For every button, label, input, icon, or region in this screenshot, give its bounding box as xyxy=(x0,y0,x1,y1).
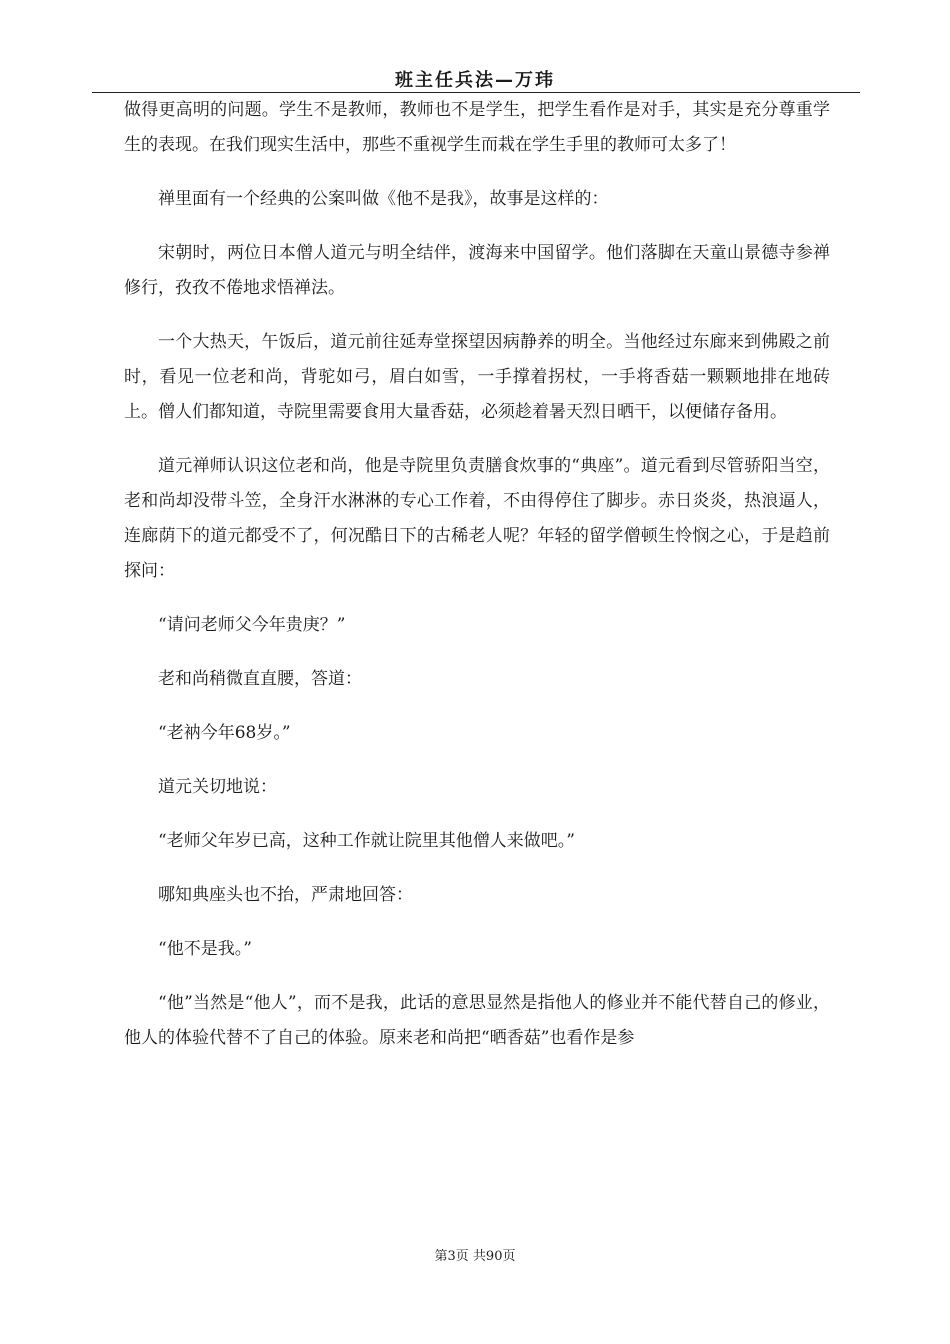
paragraph: “老衲今年68岁。” xyxy=(158,723,291,743)
paragraph: 宋朝时，两位日本僧人道元与明全结伴，渡海来中国留学。他们落脚在天童山景德寺参禅修行，孜孜不倦地求悟禅法。 xyxy=(124,243,830,298)
paragraph: 道元关切地说： xyxy=(158,777,277,797)
paragraph: “他”当然是“他人”，而不是我，此话的意思显然是指他人的修业并不能代替自己的修业，他人的体验代替不了自己的体验。原来老和尚把“晒香菇”也看作是参 xyxy=(124,993,830,1048)
document-body xyxy=(124,93,830,1075)
page-header-title: 班主任兵法—万玮 xyxy=(395,70,555,91)
paragraph: 禅里面有一个经典的公案叫做《他不是我》，故事是这样的： xyxy=(158,189,609,209)
paragraph: 做得更高明的问题。学生不是教师，教师也不是学生，把学生看作是对手，其实是充分尊重学生的表现。在我们现实生活中，那些不重视学生而栽在学生手里的教师可太多了！ xyxy=(124,100,830,155)
paragraph: “请问老师父今年贵庚？” xyxy=(158,615,346,635)
paragraph: 一个大热天，午饭后，道元前往延寿堂探望因病静养的明全。当他经过东廊来到佛殿之前时，看见一位老和尚，背驼如弓，眉白如雪，一手撑着拐杖，一手将香菇一颗颗地排在地砖上。僧人们都知道，寺院里需要食用大量香菇，必须趁着暑天烈日晒干，以便储存备用。 xyxy=(124,332,830,422)
paragraph: 道元禅师认识这位老和尚，他是寺院里负责膳食炊事的“典座”。道元看到尽管骄阳当空，老和尚却没带斗笠，全身汗水淋淋的专心工作着，不由得停住了脚步。赤日炎炎，热浪逼人，连廊荫下的道元都受不了，何况酷日下的古稀老人呢？年轻的留学僧顿生怜悯之心，于是趋前探问： xyxy=(124,456,830,581)
paragraph: “他不是我。” xyxy=(158,939,252,959)
paragraph: 老和尚稍微直直腰，答道： xyxy=(158,669,362,689)
paragraph: 哪知典座头也不抬，严肃地回答： xyxy=(158,885,413,905)
paragraph: “老师父年岁已高，这种工作就让院里其他僧人来做吧。” xyxy=(158,831,575,851)
page-footer: 第3页 共90页 xyxy=(434,1249,516,1264)
